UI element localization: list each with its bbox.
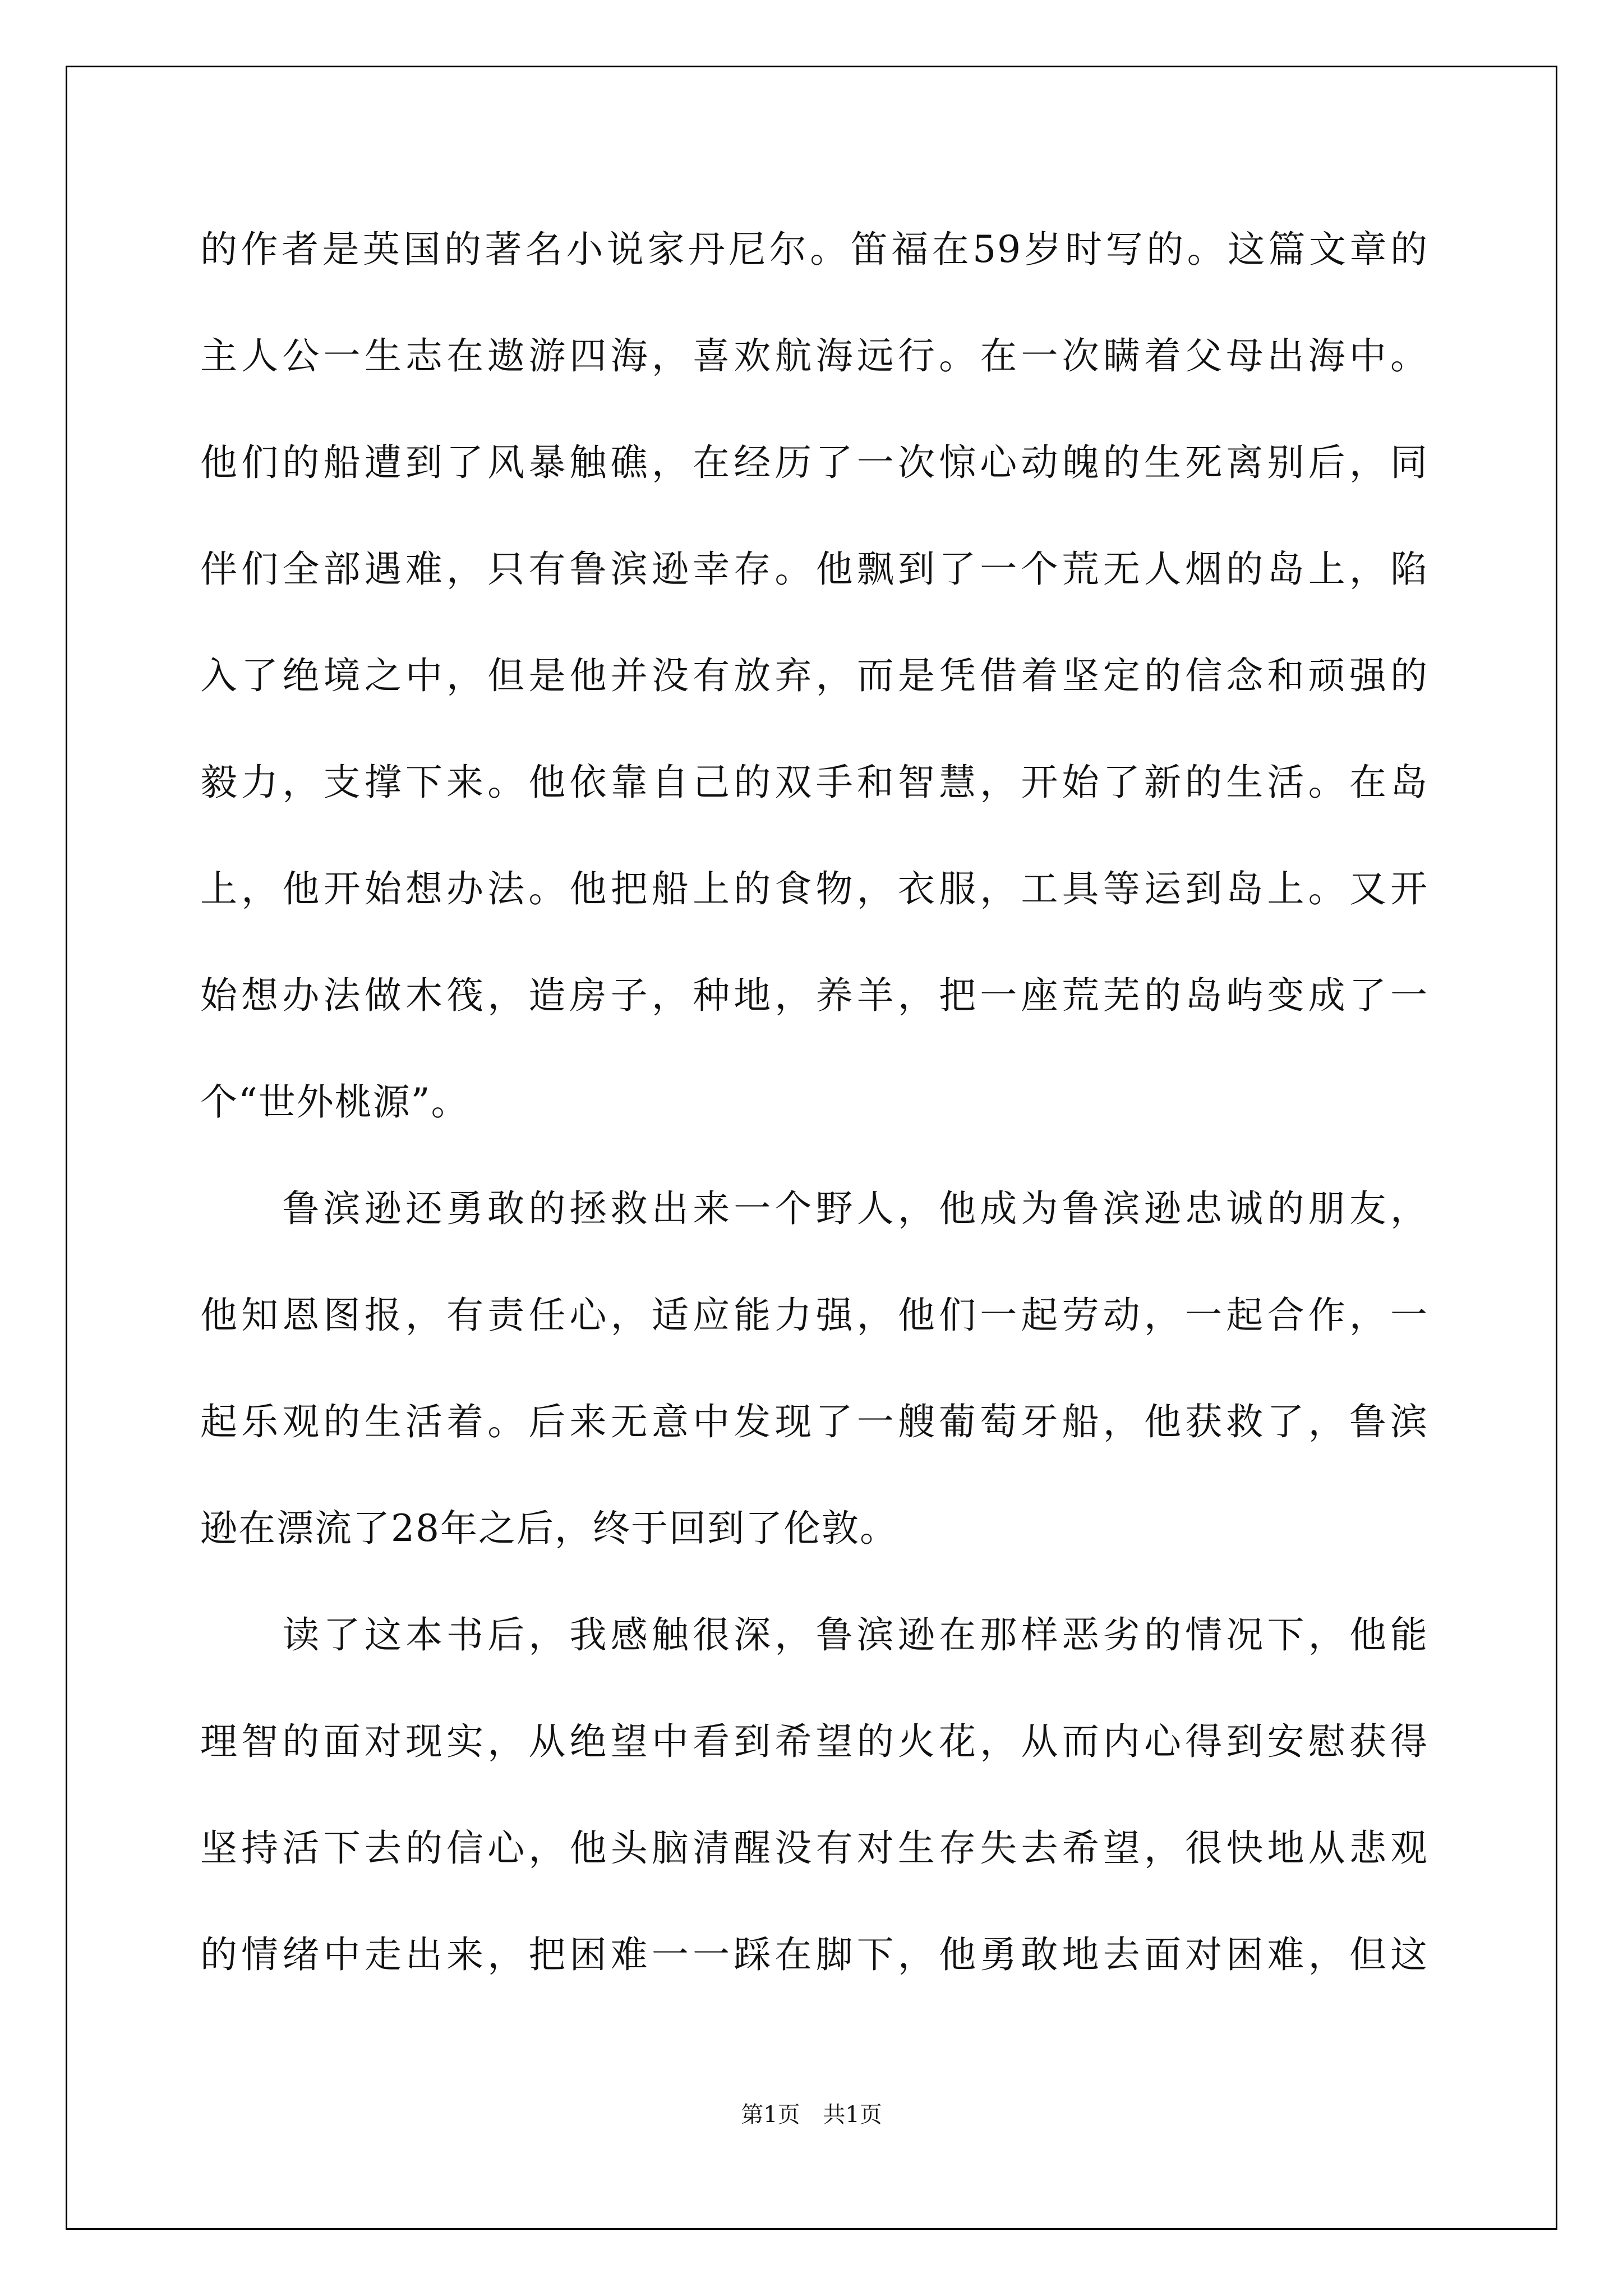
text-line: 的作者是英国的著名小说家丹尼尔。笛福在59岁时写的。这篇文章的 — [200, 228, 1428, 271]
text-line: 理智的面对现实，从绝望中看到希望的火花，从而内心得到安慰获得 — [200, 1720, 1428, 1763]
text-line: 逊在漂流了28年之后，终于回到了伦敦。 — [200, 1507, 898, 1550]
document-body — [200, 218, 1428, 2030]
text-line: 的情绪中走出来，把困难一一踩在脚下，他勇敢地去面对困难，但这 — [200, 1933, 1428, 1976]
text-line: 始想办法做木筏，造房子，种地，养羊，把一座荒芜的岛屿变成了一 — [200, 974, 1428, 1017]
text-line: 主人公一生志在遨游四海，喜欢航海远行。在一次瞒着父母出海中。 — [200, 334, 1428, 378]
text-line: 读了这本书后，我感触很深，鲁滨逊在那样恶劣的情况下，他能 — [200, 1613, 1428, 1657]
text-line: 鲁滨逊还勇敢的拯救出来一个野人，他成为鲁滨逊忠诚的朋友， — [200, 1187, 1428, 1230]
text-line: 上，他开始想办法。他把船上的食物，衣服，工具等运到岛上。又开 — [200, 867, 1428, 910]
text-line: 坚持活下去的信心，他头脑清醒没有对生存失去希望，很快地从悲观 — [200, 1826, 1428, 1870]
text-line: 他知恩图报，有责任心，适应能力强，他们一起劳动，一起合作，一 — [200, 1294, 1428, 1337]
text-line: 毅力，支撑下来。他依靠自己的双手和智慧，开始了新的生活。在岛 — [200, 761, 1428, 804]
page-total: 共1页 — [823, 2102, 882, 2128]
text-line: 入了绝境之中，但是他并没有放弃，而是凭借着坚定的信念和顽强的 — [200, 654, 1428, 697]
page-number: 第1页 — [741, 2102, 800, 2128]
text-line: 起乐观的生活着。后来无意中发现了一艘葡萄牙船，他获救了，鲁滨 — [200, 1400, 1428, 1443]
text-line: 他们的船遭到了风暴触礁，在经历了一次惊心动魄的生死离别后，同 — [200, 441, 1428, 484]
page-footer — [0, 2098, 1623, 2132]
text-line: 个“世外桃源”。 — [200, 1080, 469, 1124]
text-line: 伴们全部遇难，只有鲁滨逊幸存。他飘到了一个荒无人烟的岛上，陷 — [200, 547, 1428, 591]
